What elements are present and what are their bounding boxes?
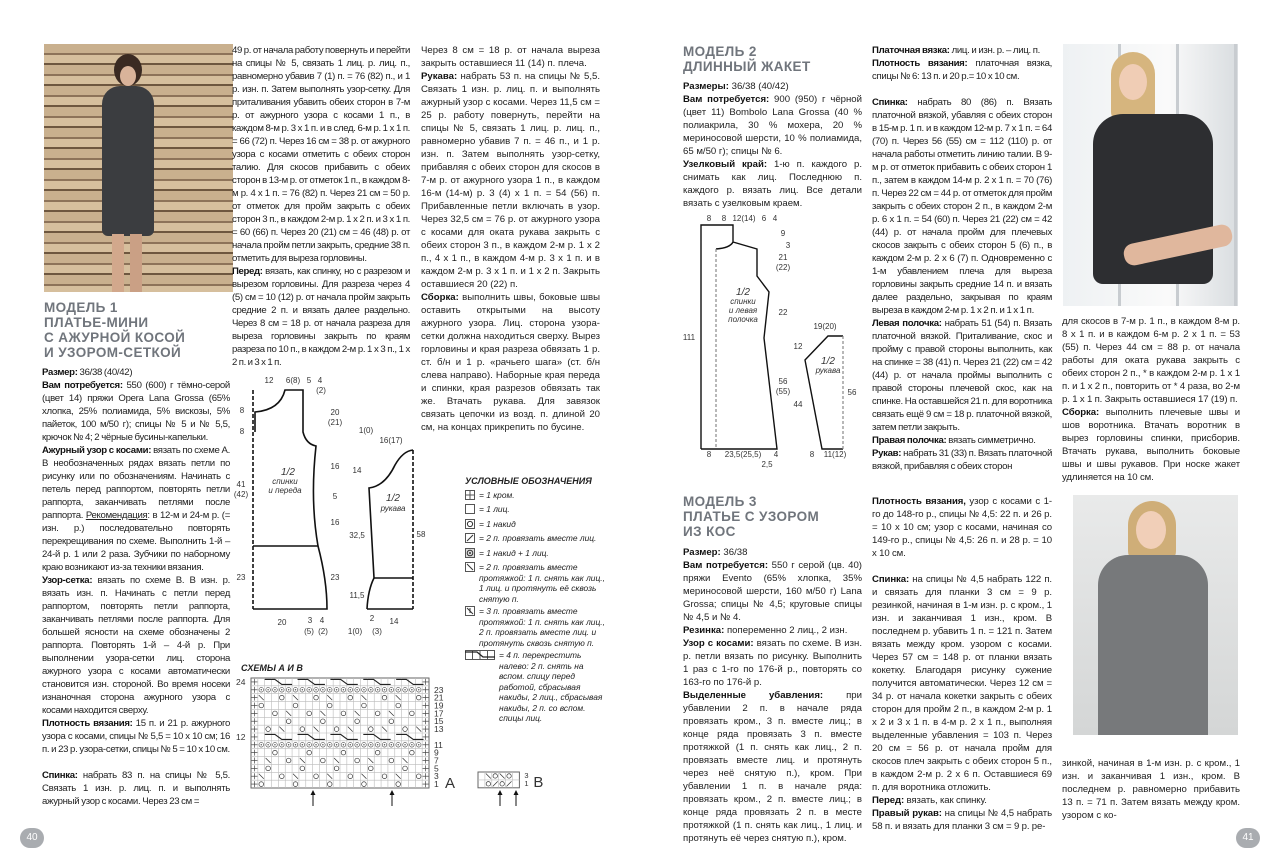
paragraph-text: : в 12-м и 24-м р. (= изн. р.) последовательно повторять перекрещивания по схеме. Выполнить 1-й – 24-й р. 1 или 2 раза. Зубчики по наборному краю возникают из-за техники вязания. — [42, 510, 231, 573]
dim-label: 12 — [793, 342, 803, 351]
dim-label: 19(20) — [813, 322, 837, 331]
section-label: Узор с косами: — [683, 638, 754, 649]
piece-label: спинки — [730, 297, 756, 306]
dim-label: (2) — [316, 386, 326, 395]
paragraph — [683, 559, 862, 624]
dim-label: 23 — [330, 573, 340, 582]
paragraph-text: 550 г серой (цв. 40) пряжи Evento (65% хлопка, 35% мериносовой шерсти, 160 м/50 г) Lana Grossa; спицы № 4,5; круговые спицы № 4,5 и № 4. — [683, 560, 862, 623]
chart-a-row-label: 21 — [434, 692, 444, 703]
chart-a-row-label: 19 — [434, 700, 444, 711]
yarn-over-knit-mark — [356, 689, 357, 690]
section-label: Плотность вязания, — [872, 496, 966, 507]
yarn-over-knit-mark — [302, 689, 303, 690]
yarn-over-knit-mark — [370, 689, 371, 690]
yarn-over-knit-mark — [411, 744, 412, 745]
section-label: Перед: — [232, 266, 263, 277]
paragraph — [872, 807, 1052, 833]
section-label: Плотность вязания: — [42, 718, 133, 729]
paragraph-text: выполнить швы, боковые швы оставить открытыми на высоту ажурного узора. Лиц. сторона узора-сетки должна находиться сверху. Вырез горловины и края разреза обвязать 1 р. ст. б/н и 1 р. «рачьего шага» (ст. б/н слева направо). Наборные края переда и спинки, края разрезов обвязать так же. Втачать рукава. Для завязок связать цепочки из возд. п. длиной 20 см, на концах прикрепить по бусине. — [421, 292, 600, 433]
legend-text: = 4 п. перекрестить налево: 2 п. снять на вспом. спицу перед работой, сбрасывая накиды, 2 лиц., сбрасывая накиды, 2 п. со вспом. спицы лиц. — [499, 650, 603, 723]
section-label: Размеры: — [683, 81, 729, 92]
model3-photo — [1073, 495, 1238, 735]
paragraph-text: набрать 31 (33) п. Вязать платочной вязкой, прибавляя с обеих сторон — [872, 448, 1052, 472]
yarn-over-knit-mark — [391, 689, 392, 690]
dim-label: 1(0) — [358, 426, 374, 435]
dim-label: 4 — [772, 214, 778, 223]
chart-a-row-label: 13 — [434, 724, 444, 735]
dim-label: 12(14) — [732, 214, 756, 223]
repeat-arrow-icon — [514, 790, 519, 795]
dim-label: 11(12) — [823, 450, 847, 459]
model-face — [1136, 511, 1166, 549]
chart-a-name: A — [445, 775, 456, 792]
dim-label: 5 — [332, 492, 338, 501]
knitting-charts — [0, 0, 640, 820]
dim-label: 32,5 — [349, 531, 365, 540]
paragraph-text: набрать 51 (54) п. Вязать платочной вязкой. Приталивание, скос и пройму с правой стороны выполнить, как на спинке = 38 (41) п. Через 21 (22) см = 42 (44) р. от начала проймы выполнить с правой стороны плечевой скос, как на спинке. На оставшейся 21 п. для воротника связать ещё 9 см = 18 р. платочной вязкой, затем петли закрыть. — [872, 318, 1052, 433]
paragraph-text: 900 (950) г чёрной (цвет 11) Bombolo Lana Grossa (40 % полиакрила, 30 % мохера, 20 % мериносовой шерсти, 10 % полиамида, 65 м/50 г); спицы № 6. — [683, 94, 862, 157]
paragraph-text: 49 р. от начала работу повернуть и перейти на спицы № 5, связать 1 лиц. р. лиц. п., равномерно убавив 7 (1) п. = 76 (82) п., и 1 р. изн. п. Затем выполнять узор-сетку. Для приталивания убавить обеих сторон в 7-м р. от ажурного узора с косами 1 п., в каждом 8-м р. 3 х 1 п. и в след. 6-м р. 1 х 1 п. = 66 (72) п. Через 16 см = 38 р. от ажурного узора с косами отметить с обеих сторон талию. Для скосов прибавить с обеих сторон в 13-м р. от отметок 1 п., в каждом 8-м р. 4 х 1 п. = 76 (82) п. Через 21 см = 50 р. от отметок для пройм закрыть с обеих сторон 3 п., в каждом 2-м р. 1 х 2 п. и 3 х 1 п. = 60 (66) п. Через 20 (21) см = 46 (48) р. от начала пройм петли закрыть, средние 38 п. отметить для выреза горловины. — [232, 45, 410, 264]
dim-label: (2) — [318, 627, 328, 636]
repeat-arrow-icon — [390, 790, 395, 795]
yarn-over-knit-mark — [267, 744, 268, 745]
yarn-over-knit-mark — [267, 689, 268, 690]
piece-label: и переда — [268, 486, 302, 495]
yarn-over-knit-mark — [377, 744, 378, 745]
legend-text: = 2 п. провязать вместе протяжкой: 1 п. снять как лиц., 1 лиц. и протянуть её сквозь снятую п. — [479, 562, 605, 604]
dim-label: 22 — [778, 308, 788, 317]
chart-a-row-label: 17 — [434, 708, 444, 719]
yarn-over-knit-mark — [356, 744, 357, 745]
dim-label: 21 — [778, 253, 788, 262]
dim-label: (42) — [233, 490, 249, 499]
paragraph-text: 550 (600) г тёмно-серой (цвет 14) пряжи Opera Lana Grossa (65% хлопка, 25% полиамида, 5% вискозы, 5% пайеток, 100 м/50 г); спицы № 5 и № 5,5, крючок № 4; 2 чёрные бусины-капельки. — [42, 380, 230, 443]
paragraph-text: Рекомендация — [85, 510, 148, 521]
chart-a-row-label: 15 — [434, 716, 444, 727]
paragraph-text: набрать 83 п. на спицы № 5,5. Связать 1 изн. р. лиц. п. и выполнять ажурный узор с косами. Через 23 см = — [42, 770, 230, 807]
dim-label: 5 — [306, 376, 312, 385]
paragraph-text: зинкой, начиная в 1-м изн. р. с кром., 1 изн. и заканчивая 1 изн., кром. В последнем р. равномерно прибавить 13 п. = 71 п. Затем вязать между кром. узором с ко- — [1062, 758, 1240, 821]
chart-a-row-label: 23 — [434, 684, 444, 695]
chart-a-row-label: 1 — [434, 779, 439, 790]
paragraph-text: платочная вязка, спицы № 6: 13 п. и 20 р.= 10 х 10 см. — [872, 58, 1053, 82]
yarn-over-knit-mark — [404, 744, 405, 745]
yarn-over-knit-mark — [336, 689, 337, 690]
repeat-arrow-icon — [498, 790, 503, 795]
model3-text-column-3 — [1062, 757, 1240, 822]
paragraph — [872, 794, 1052, 807]
dim-label: 8 — [239, 427, 245, 436]
dim-label: 8 — [706, 450, 712, 459]
dim-label: 4 — [319, 616, 325, 625]
yarn-over-knit-mark — [391, 744, 392, 745]
yarn-over-knit-mark — [295, 689, 296, 690]
dim-label: 4 — [317, 376, 323, 385]
section-label: Вам потребуется: — [683, 94, 770, 105]
legend-title: УСЛОВНЫЕ ОБОЗНАЧЕНИЯ — [465, 476, 592, 486]
section-label: Правая полочка: — [872, 435, 947, 446]
section-label: Спинка: — [872, 97, 908, 108]
section-label: Перед: — [872, 795, 905, 806]
dim-label: 44 — [793, 400, 803, 409]
dim-label: 111 — [682, 333, 696, 342]
model3-title — [683, 494, 819, 539]
paragraph-text: 1-ю п. каждого р. снимать как лиц. Последнюю п. каждого р. вязать лиц. Все детали вязать с узелковым краем. — [683, 159, 863, 209]
dim-label: 6 — [761, 214, 767, 223]
dim-label: 1(0) — [347, 627, 363, 636]
chart-a-row-label: 5 — [434, 763, 439, 774]
legend-text: = 1 накид — [479, 518, 516, 529]
title-line: ПЛАТЬЕ-МИНИ — [44, 315, 149, 330]
dim-label: 2,5 — [761, 460, 773, 469]
dim-label: 8 — [239, 406, 245, 415]
section-label: Размер: — [683, 547, 721, 558]
legend-text: = 1 накид + 1 лиц. — [479, 547, 549, 558]
chart-b-name: B — [533, 774, 544, 791]
title-line: ИЗ КОС — [683, 524, 736, 539]
dim-label: 41 — [236, 480, 246, 489]
yarn-over-knit-mark — [295, 744, 296, 745]
yarn-over-knit-mark — [329, 689, 330, 690]
title-line: ПЛАТЬЕ С УЗОРОМ — [683, 509, 820, 524]
section-label: Спинка: — [872, 574, 910, 585]
dim-label: (3) — [372, 627, 382, 636]
yarn-over-knit-mark — [397, 689, 398, 690]
dim-label: 4 — [773, 450, 779, 459]
model2-schematic — [640, 0, 1280, 480]
body-outline — [701, 225, 777, 449]
dim-label: (22) — [775, 263, 791, 272]
yarn-over-knit-mark — [302, 744, 303, 745]
dim-label: 16 — [330, 462, 340, 471]
section-label: Плотность вязания: — [872, 58, 968, 69]
piece-label: 1/2 — [386, 493, 400, 504]
yarn-over-knit-mark — [308, 689, 309, 690]
yarn-over-knit-mark — [397, 744, 398, 745]
section-label: Вам потребуется: — [42, 380, 123, 391]
piece-label: 1/2 — [736, 287, 750, 298]
dim-label: 2 — [369, 614, 375, 623]
piece-label: полочка — [728, 315, 758, 324]
paragraph-text: набрать 80 (86) п. Вязать платочной вязкой, убавляя с обеих сторон в 15-м р. 1 п. и в каждом 12-м р. 7 х 1 п. = 64 (70) п. Через 56 (55) см = 112 (110) р. от начала работы отметить линию талии. В 9-м р. от отметок прибавить с обеих сторон 1 п., затем в каждом 14-м р. 2 х 1 п. = 70 (76) п. Через 22 см = 44 р. от отметок для пройм закрыть с обеих сторон 2 п., в каждом 2-м р. 6 х 1 п. = 54 (60) п. Через 21 (22) см = 42 (44) р. от начала пройм для плечевых скосов закрыть с обеих сторон 5 (6) п., в каждом 2-м р. 2 х 6 (7) п. Одновременно с 1-м убавлением плеча для выреза горловины закрыть средние 14 п. и вязать далее раздельно, закрывая по краям выреза в каждом 2-м р. 1 х 2 п. и 1 х 1 п. — [872, 97, 1052, 316]
section-label: Вам потребуется: — [683, 560, 769, 571]
paragraph-text: выполнить плечевые швы и шов воротника. Втачать воротник в вырез горловины спинки, присборив. Втачать рукава, выполнить боковые швы и швы рукавов. При носке жакет удлиняется на 10 см. — [1062, 407, 1240, 483]
dim-label: (5) — [304, 627, 314, 636]
paragraph — [872, 495, 1052, 560]
dim-label: 58 — [416, 530, 426, 539]
legend-text: = 1 лиц. — [479, 504, 510, 514]
section-label: Выделенные убавления: — [683, 690, 824, 701]
yarn-over-knit-mark — [322, 689, 323, 690]
dim-label: 12 — [264, 376, 274, 385]
paragraph-text: 15 п. и 21 р. ажурного узора с косами, спицы № 5,5 = 10 х 10 см; 16 п. и 23 р. узора-сетки, спицы № 5 = 10 х 10 см. — [42, 718, 231, 755]
paragraph-text: вязать по схеме. В изн. р. петли вязать по рисунку. Выполнить 1 раз с 1-го по 176-й р., повторять со 163-го по 176-й р. — [683, 638, 863, 688]
dim-label: 20 — [277, 618, 287, 627]
paragraph-text: 36/38 (40/42) — [728, 81, 789, 92]
yarn-over-knit-mark — [377, 689, 378, 690]
section-label: Размер: — [42, 367, 78, 378]
yarn-over-knit-mark — [363, 744, 364, 745]
title-line: МОДЕЛЬ 1 — [44, 300, 118, 315]
chart-b-row-label: 1 — [524, 779, 529, 788]
section-label: Сборка: — [1062, 407, 1100, 418]
yarn-over-knit-mark — [350, 689, 351, 690]
paragraph-text: для скосов в 7-м р. 1 п., в каждом 8-м р. 8 х 1 п. и в каждом 6-м р. 2 х 1 п. = 53 (55) п. Через 44 см = 88 р. от начала работы для оката рукава закрыть с обеих сторон 2 п., * в каждом 2-м р. 1 х 1 п. и 1 х 2 п., повторить от * 4 раза, во 2-м р. 1 х 1 п. Закрыть оставшиеся 17 (19) п. — [1062, 316, 1240, 405]
paragraph-text: попеременно 2 лиц., 2 изн. — [724, 625, 848, 636]
yarn-over-knit-mark — [322, 744, 323, 745]
yarn-over-knit-mark — [384, 689, 385, 690]
chart-a-row-label: 11 — [434, 739, 443, 750]
charts-title: СХЕМЫ А И В — [241, 663, 303, 673]
paragraph — [683, 546, 862, 559]
legend-text: = 3 п. провязать вместе протяжкой: 1 п. снять как лиц., 2 п. провязать вместе лиц. и протянуть сквозь снятую п. — [479, 606, 605, 648]
page-number-right: 41 — [1236, 828, 1260, 848]
yarn-over-knit-mark — [350, 744, 351, 745]
yarn-over-knit-mark — [261, 744, 262, 745]
title-line: МОДЕЛЬ 2 — [683, 44, 757, 59]
paragraph-text: набрать 53 п. на спицы № 5,5. Связать 1 изн. р. лиц. п. и выполнять ажурный узор с косами. Через 11,5 см = 25 р. работу повернуть, перейти на спицы № 5, связать 1 лиц. р. лиц. п., равномерно убавив 7 п. = 46 п., и 1 р. изн. п. Затем выполнять узор-сетку, прибавляя с обеих сторон для скосов в 7-м р. от ажурного узора 1 п., в каждом 16-м (14-м) р. 3 (4) х 1 п. = 54 (56) п. Прибавленные петли включать в узор. Через 32,5 см = 76 р. от ажурного узора с косами для оката рукава закрыть с обеих сторон 3 п., в каждом 2-м р. 1 х 2 п., 4 х 1 п., в каждом 4-м р. 3 х 1 п. и в каждом 2-м р. 3 х 1 п. и 1 х 2 п. Закрыть оставшиеся 20 (22) п. — [421, 71, 600, 290]
dim-label: 20 — [330, 408, 340, 417]
yarn-over-knit-mark — [404, 689, 405, 690]
yarn-over-knit-mark — [288, 689, 289, 690]
dim-label: 8 — [809, 450, 815, 459]
yarn-over-knit-mark — [418, 689, 419, 690]
yarn-over-knit-mark — [411, 689, 412, 690]
section-label: Узелковый край: — [683, 159, 768, 170]
section-label: Ажурный узор с косами: — [42, 445, 152, 456]
section-label: Сборка: — [421, 292, 459, 303]
yarn-over-knit-mark — [370, 744, 371, 745]
yarn-over-knit-mark — [315, 689, 316, 690]
chart-a-row-label: 24 — [236, 676, 246, 687]
title-line: С АЖУРНОЙ КОСОЙ — [44, 330, 186, 345]
section-label: Спинка: — [42, 770, 78, 781]
paragraph-text: на спицы № 4,5 набрать 122 п. и связать для планки 3 см = 9 р. резинкой, начиная в 1-м изн. р. с кром., 1 изн. и заканчивая 1 изн., кром. В последнем р. убавить 1 п. = 121 п. Затем вязать между кром. узором с косами. Через 57 см = 148 р. от планки вязать кокетку. Благодаря рисунку сужение получится автоматически. Через 12 см = 34 р. от начала кокетки закрыть с обеих сторон для пройм 2 п., в каждом 2-м р. 1 х 2 и 3 х 1 п. в 4-м р. 2 х 1 п., выполняя выделенные убавления = 103 п. Через 20 см = 56 р. от начала пройм для скосов плеч закрыть с обеих сторон 5 п., в каждом 2-м р. 2 х 6 п. Оставшиеся 69 п. для воротника отложить. — [872, 574, 1052, 793]
yarn-over-knit-mark — [274, 744, 275, 745]
section-label: Рукава: — [421, 71, 458, 82]
paragraph-text: на спицы № 4,5 набрать 58 п. и вязать для планки 3 см = 9 р. ре- — [872, 808, 1052, 832]
dim-label: 6(8) — [285, 376, 301, 385]
piece-label: 1/2 — [821, 356, 835, 367]
dim-label: 8 — [721, 214, 727, 223]
dim-label: 14 — [389, 617, 399, 626]
title-line: И УЗОРОМ-СЕТКОЙ — [44, 345, 182, 360]
chart-a-row-label: 7 — [434, 755, 439, 766]
section-label: Рукав: — [872, 448, 902, 459]
title-line: МОДЕЛЬ 3 — [683, 494, 757, 509]
paragraph — [872, 573, 1052, 794]
yarn-over-knit-mark — [336, 744, 337, 745]
dim-label: 56 — [778, 377, 788, 386]
yarn-over-knit-mark — [363, 689, 364, 690]
section-label: Резинка: — [683, 625, 725, 636]
dim-label: 23,5(25,5) — [724, 450, 762, 459]
yarn-over-knit-mark — [418, 744, 419, 745]
piece-label: и левая — [728, 306, 758, 315]
paragraph — [1062, 757, 1240, 822]
yarn-over-knit-mark — [288, 744, 289, 745]
yarn-over-knit-mark — [308, 744, 309, 745]
model3-text-column-2 — [872, 495, 1052, 833]
dim-label: 56 — [847, 388, 857, 397]
dim-label: 3 — [307, 616, 313, 625]
dim-label: (55) — [775, 387, 791, 396]
yarn-over-knit-mark — [274, 689, 275, 690]
piece-label: 1/2 — [281, 467, 295, 478]
paragraph — [683, 637, 862, 689]
repeat-arrow-icon — [311, 790, 316, 795]
paragraph-text: узор с косами с 1-го до 148-го р., спицы № 4,5: 22 п. и 26 р. = 10 х 10 см; узор с косами, начиная со 149-го р., спицы № 4,5: 26 п. и 28 р. = 10 х 10 см. — [872, 496, 1052, 559]
piece-label: рукава — [380, 504, 406, 513]
dim-label: 8 — [706, 214, 712, 223]
paragraph-text: вязать симметрично. — [946, 435, 1036, 446]
dim-label: 16(17) — [379, 436, 403, 445]
paragraph — [683, 689, 862, 845]
section-label: Правый рукав: — [872, 808, 942, 819]
yarn-over-knit-mark — [343, 689, 344, 690]
paragraph-text: 36/38 (40/42) — [77, 367, 133, 378]
paragraph-text: вязать, как спинку. — [904, 795, 987, 806]
chart-a-row-label: 3 — [434, 771, 439, 782]
piece-label: спинки — [272, 477, 298, 486]
section-label: Узор-сетка: — [42, 575, 93, 586]
yarn-over-knit-mark — [329, 744, 330, 745]
chart-b-row-label: 3 — [524, 771, 529, 780]
section-label: Платочная вязка: — [872, 45, 950, 56]
legend-text: = 1 кром. — [479, 489, 515, 500]
dim-label: 16 — [330, 518, 340, 527]
section-label: Левая полочка: — [872, 318, 942, 329]
dim-label: 9 — [780, 229, 786, 238]
dim-label: (21) — [327, 418, 343, 427]
legend-text: = 2 п. провязать вместе лиц. — [479, 533, 597, 543]
yarn-over-knit-mark — [384, 744, 385, 745]
dim-label: 3 — [785, 241, 791, 250]
chart-a-row-label: 12 — [236, 731, 246, 742]
yarn-over-knit-mark — [315, 744, 316, 745]
dim-label: 11,5 — [349, 591, 365, 600]
paragraph-text: вязать по схеме А. В необозначенных рядах вязать петли по рисунку или по обозначениям. Начинать с петель перед раппортом, повторять петли раппорта, заканчивать петлями после раппорта. — [42, 445, 230, 521]
page-number-left: 40 — [20, 828, 44, 848]
paragraph-text: Через 8 см = 18 р. от начала выреза закрыть оставшиеся 11 (14) п. плеча. — [421, 45, 600, 69]
paragraph-text: при убавлении 2 п. в начале ряда провязать кром., 3 п. вместе лиц.; в конце ряда провязать 3 п. вместе протяжкой (1 п. снять как лиц., 2 п. провязать вместе лиц. и протянуть через неё снятую п.), кром. При убавлении 1 п. в начале ряда: провязать кром., 2 п. вместе лиц.; в конце ряда провязать 2 п. в месте протяжкой (1 п. снять как лиц., 1 лиц. и протянуть её через снятую п.), кром. — [683, 690, 863, 844]
paragraph-text: вязать по схеме В. В изн. р. вязать изн. п. Начинать с петли перед раппортом, повторять петли раппорта, заканчивать петлями после раппорта. Для большей ясности на схеме обозначены 2 раппорта. Повторять 1-й – 4-й р. При выполнении узора-сетки лиц. сторона ажурного узора с косами автоматически становится изн. стороной. Во время носеки изнаночная сторона ажурного узора с косами находится сверху. — [42, 575, 230, 716]
yarn-over-knit-mark — [261, 689, 262, 690]
dim-label: 14 — [352, 466, 362, 475]
sleeve-outline — [805, 336, 843, 449]
yarn-over-knit-mark — [281, 689, 282, 690]
yarn-over-knit-mark — [343, 744, 344, 745]
title-line: ДЛИННЫЙ ЖАКЕТ — [683, 59, 811, 74]
piece-label: рукава — [815, 366, 841, 375]
paragraph-text: 36/38 — [720, 547, 748, 558]
dress — [1098, 555, 1208, 735]
chart-a-row-label: 9 — [434, 747, 439, 758]
paragraph-text: лиц. и изн. р. – лиц. п. — [949, 45, 1040, 56]
dim-label: 23 — [236, 573, 246, 582]
model3-text-column-1 — [683, 546, 862, 845]
yarn-over-knit-mark — [281, 744, 282, 745]
paragraph — [683, 624, 862, 637]
paragraph-text: вязать, как спинку, но с разрезом и вырезом горловины. Для разреза через 4 (5) см = 10 (12) р. от начала пройм закрыть средние 2 п. и вязать далее раздельно. Через 8 см = 18 р. от начала разреза для выреза горловины закрыть по краям разреза по 10 п., в каждом 2-м р. 1 х 3 п., 1 х 2 п. и 3 х 1 п. — [232, 266, 410, 368]
